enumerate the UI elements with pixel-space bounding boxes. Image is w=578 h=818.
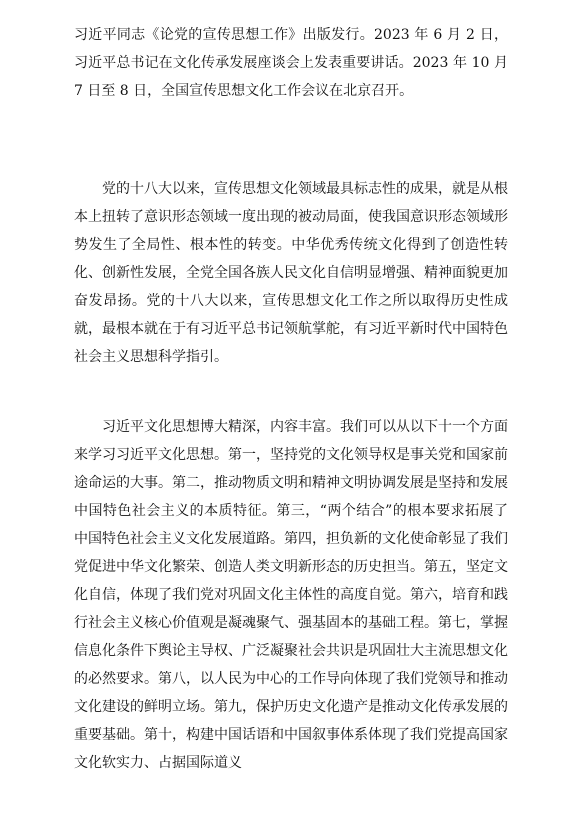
paragraph-publication-news: 习近平同志《论党的宣传思想工作》出版发行。2023 年 6 月 2 日，习近平总书记在文化传承发展座谈会上发表重要讲话。2023 年 10 月 7 日至 8 日，全国宣传思想文化工作会议在北京召开。 bbox=[74, 27, 508, 99]
paragraph-eleven-aspects: 习近平文化思想博大精深，内容丰富。我们可以从以下十一个方面来学习习近平文化思想。第一，坚持党的文化领导权是事关党和国家前途命运的大事。第二，推动物质文明和精神文明协调发展是坚持和发展中国特色社会主义的本质特征。第三，“两个结合”的根本要求拓展了中国特色社会主义文化发展道路。第四，担负新的文化使命彰显了我们党促进中华文化繁荣、创造人类文明新形态的历史担当。第五，坚定文化自信，体现了我们党对巩固文化主体性的高度自觉。第六，培育和践行社会主义核心价值观是凝魂聚气、强基固本的基础工程。第七，掌握信息化条件下舆论主导权、广泛凝聚社会共识是巩固壮大主流思想文化的必然要求。第八，以人民为中心的工作导向体现了我们党领导和推动文化建设的鲜明立场。第九，保护历史文化遗产是推动文化传承发展的重要基础。第十，构建中国话语和中国叙事体系体现了我们党提高国家文化软实力、占据国际道义 bbox=[74, 419, 508, 771]
paragraph-achievements: 党的十八大以来，宣传思想文化领域最具标志性的成果，就是从根本上扭转了意识形态领域一度出现的被动局面，使我国意识形态领域形势发生了全局性、根本性的转变。中华优秀传统文化得到了创造性转化、创新性发展，全党全国各族人民文化自信明显增强、精神面貌更加奋发昂扬。党的十八大以来，宣传思想文化工作之所以取得历史性成就，最根本就在于有习近平总书记领航掌舵，有习近平新时代中国特色社会主义思想科学指引。 bbox=[74, 181, 508, 365]
